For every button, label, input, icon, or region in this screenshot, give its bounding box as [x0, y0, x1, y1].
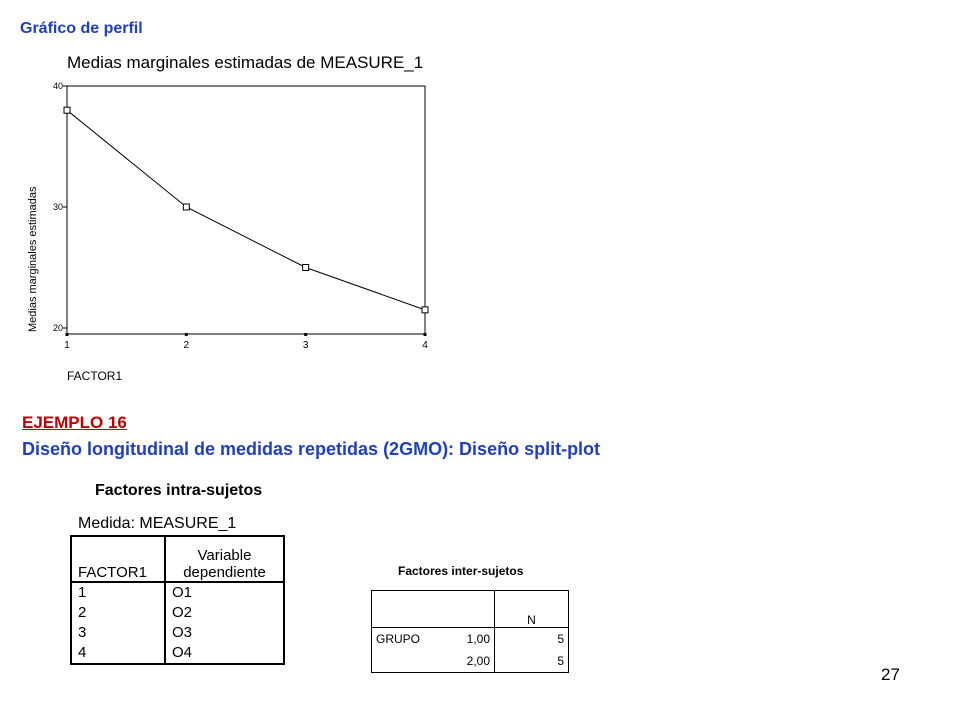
example-description: Diseño longitudinal de medidas repetidas (2GMO): Diseño split-plot: [22, 439, 601, 459]
variable-header-line1: Variable: [197, 547, 252, 564]
table-header-row: [71, 536, 284, 582]
variable-cell: O4: [172, 644, 193, 661]
x-tick-mark: [185, 333, 188, 336]
table-row: [372, 650, 569, 673]
n-column-header: N: [495, 591, 569, 628]
variable-cell: O2: [172, 604, 193, 621]
data-point-marker: [422, 307, 428, 313]
intra-subjects-table: [70, 535, 285, 665]
table-row: [71, 603, 284, 623]
table-header-row: [372, 591, 569, 628]
data-point-marker: [183, 204, 189, 210]
table-row: [71, 582, 284, 603]
y-axis-label: Medias marginales estimadas: [27, 186, 39, 332]
group-level-cell: 2,00: [440, 650, 495, 673]
example-label: EJEMPLO 16: [22, 413, 127, 432]
data-point-marker: [303, 265, 309, 271]
y-tick-label: 20: [52, 323, 63, 333]
page-number: 27: [881, 665, 900, 684]
n-cell: 5: [557, 632, 564, 646]
factor-cell: 4: [71, 643, 165, 664]
factor-cell: 2: [71, 603, 165, 623]
chart-title: Medias marginales estimadas de MEASURE_1: [67, 53, 424, 72]
factor-cell: 1: [71, 582, 165, 603]
series-line: [67, 110, 425, 310]
x-axis-label: FACTOR1: [67, 369, 123, 383]
y-tick-label: 40: [52, 81, 63, 91]
factor-column-header: FACTOR1: [71, 536, 165, 582]
x-tick-label: 3: [302, 340, 309, 351]
table-row: [372, 628, 569, 651]
variable-header-line2: dependiente: [183, 564, 266, 581]
section-title: Gráfico de perfil: [20, 20, 143, 37]
group-label: GRUPO: [376, 632, 421, 646]
factor-cell: 3: [71, 623, 165, 643]
x-tick-mark: [304, 333, 307, 336]
inter-subjects-table: [371, 590, 569, 673]
table-row: [71, 623, 284, 643]
intra-table-title: Factores intra-sujetos: [95, 482, 263, 499]
table-row: [71, 643, 284, 664]
data-point-marker: [64, 107, 70, 113]
group-level-cell: 1,00: [440, 628, 495, 651]
variable-cell: O3: [172, 624, 193, 641]
x-tick-label: 2: [183, 340, 190, 351]
variable-column-header: [165, 536, 284, 582]
plot-frame: [67, 86, 425, 334]
variable-cell: O1: [172, 584, 193, 601]
y-tick-label: 30: [52, 202, 63, 212]
x-tick-label: 1: [64, 340, 70, 351]
n-cell: 5: [557, 654, 564, 668]
x-tick-label: 4: [422, 340, 428, 351]
x-tick-mark: [66, 333, 69, 336]
inter-table-title: Factores inter-sujetos: [398, 564, 524, 578]
measure-label: Medida: MEASURE_1: [78, 515, 237, 532]
x-tick-mark: [424, 333, 427, 336]
